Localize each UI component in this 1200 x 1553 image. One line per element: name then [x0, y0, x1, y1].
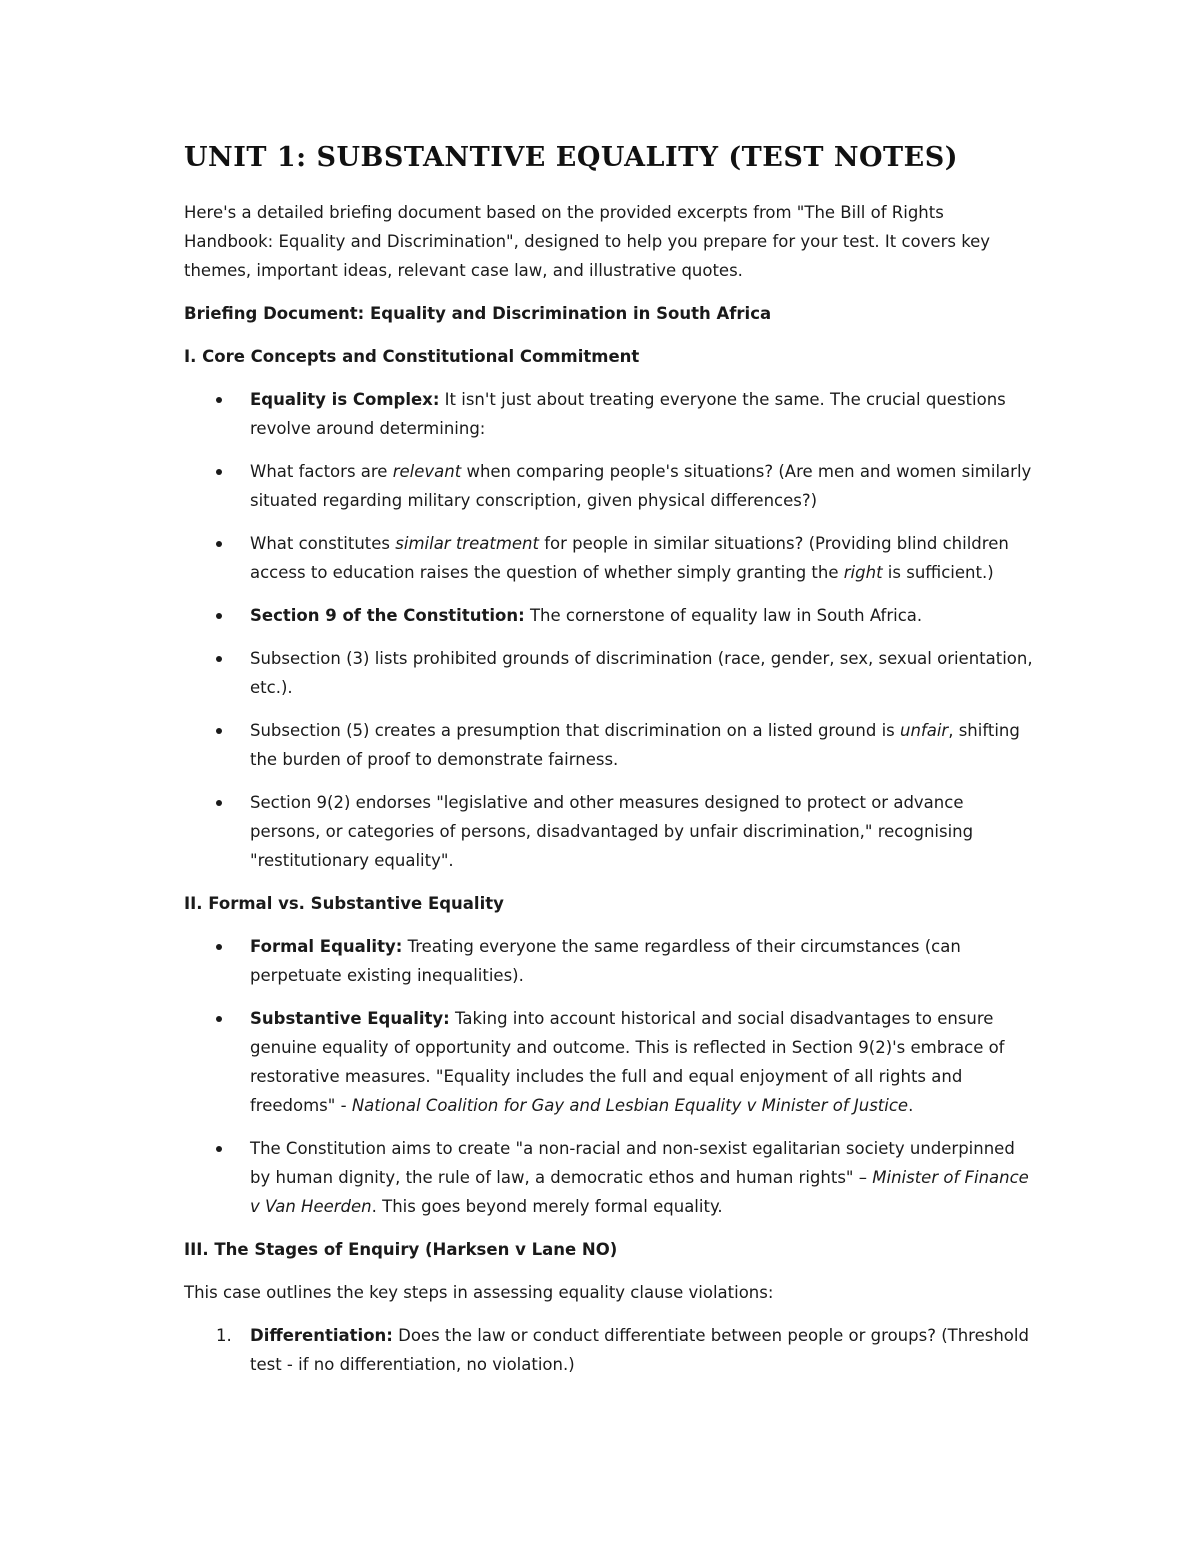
bullet-icon — [216, 541, 222, 547]
section-3-steps — [184, 1321, 1034, 1379]
list-item — [184, 1321, 1034, 1379]
case-name: National Coalition for Gay and Lesbian Equality v Minister of Justice — [351, 1096, 909, 1115]
document-page — [184, 140, 1034, 1393]
bullet-icon — [216, 613, 222, 619]
list-item — [184, 457, 1034, 515]
case-name: Minister of Finance v Van Heerden — [250, 1168, 1029, 1216]
item-text: . — [908, 1096, 914, 1115]
item-text: It isn't just about treating everyone the same. The crucial questions revolve around determining: — [250, 390, 1006, 438]
italic-term: similar treatment — [395, 534, 539, 553]
document-heading: Briefing Document: Equality and Discrimination in South Africa — [184, 304, 772, 323]
section-2-heading: II. Formal vs. Substantive Equality — [184, 894, 504, 913]
bullet-icon — [216, 469, 222, 475]
item-text: when comparing people's situations? (Are men and women similarly situated regarding military conscription, given physical differences?) — [250, 462, 1032, 510]
section-3-intro: This case outlines the key steps in assessing equality clause violations: — [184, 1283, 774, 1302]
item-text: Section 9(2) endorses "legislative and other measures designed to protect or advance persons, or categories of persons, disadvantaged by unfair discrimination," recognising "restitutionary equality". — [250, 793, 974, 870]
list-item — [184, 529, 1034, 587]
bullet-icon — [216, 800, 222, 806]
bold-term: Substantive Equality: — [250, 1009, 450, 1028]
list-item — [184, 788, 1034, 875]
bullet-icon — [216, 728, 222, 734]
step-number: 1. — [216, 1326, 232, 1345]
item-text: What constitutes — [250, 534, 396, 553]
bold-term: Differentiation: — [250, 1326, 393, 1345]
item-text: The Constitution aims to create "a non-racial and non-sexist egalitarian society underpinned by human dignity, the rule of law, a democratic ethos and human rights" – — [250, 1139, 1015, 1187]
list-item — [184, 385, 1034, 443]
bullet-icon — [216, 397, 222, 403]
item-text: Taking into account historical and social disadvantages to ensure genuine equality of opportunity and outcome. This is reflected in Section 9(2)'s embrace of restorative measures. "Equality includes the full and equal enjoyment of all rights and freedoms" - — [250, 1009, 1005, 1115]
item-text: . This goes beyond merely formal equality. — [371, 1197, 723, 1216]
italic-term: right — [843, 563, 883, 582]
bold-term: Equality is Complex: — [250, 390, 440, 409]
intro-paragraph: Here's a detailed briefing document based on the provided excerpts from "The Bill of Rights Handbook: Equality and Discrimination", designed to help you prepare for your test. It covers key themes, important ideas, relevant case law, and illustrative quotes. — [184, 203, 991, 280]
list-item — [184, 644, 1034, 702]
list-item — [184, 1004, 1034, 1120]
item-text: Does the law or conduct differentiate between people or groups? (Threshold test - if no differentiation, no violation.) — [250, 1326, 1029, 1374]
bullet-icon — [216, 1146, 222, 1152]
section-2-list — [184, 932, 1034, 1221]
list-item — [184, 716, 1034, 774]
item-text: The cornerstone of equality law in South Africa. — [524, 606, 923, 625]
item-text: Subsection (5) creates a presumption that discrimination on a listed ground is — [250, 721, 900, 740]
page-title: UNIT 1: SUBSTANTIVE EQUALITY (TEST NOTES) — [184, 142, 958, 173]
italic-term: relevant — [392, 462, 462, 481]
list-item — [184, 601, 1034, 630]
item-text: Subsection (3) lists prohibited grounds of discrimination (race, gender, sex, sexual orientation, etc.). — [250, 649, 1033, 697]
list-item — [184, 1134, 1034, 1221]
italic-term: unfair — [900, 721, 949, 740]
item-text: Treating everyone the same regardless of their circumstances (can perpetuate existing inequalities). — [250, 937, 961, 985]
bullet-icon — [216, 656, 222, 662]
bullet-icon — [216, 944, 222, 950]
bullet-icon — [216, 1016, 222, 1022]
item-text: for people in similar situations? (Providing blind children access to education raises the question of whether simply granting the — [250, 534, 1009, 582]
bold-term: Section 9 of the Constitution: — [250, 606, 525, 625]
item-text: What factors are — [250, 462, 393, 481]
section-3-heading: III. The Stages of Enquiry (Harksen v Lane NO) — [184, 1240, 618, 1259]
item-text: is sufficient.) — [882, 563, 994, 582]
list-item — [184, 932, 1034, 990]
section-1-list — [184, 385, 1034, 875]
bold-term: Formal Equality: — [250, 937, 403, 956]
section-1-heading: I. Core Concepts and Constitutional Commitment — [184, 347, 640, 366]
item-text: , shifting the burden of proof to demonstrate fairness. — [250, 721, 1020, 769]
